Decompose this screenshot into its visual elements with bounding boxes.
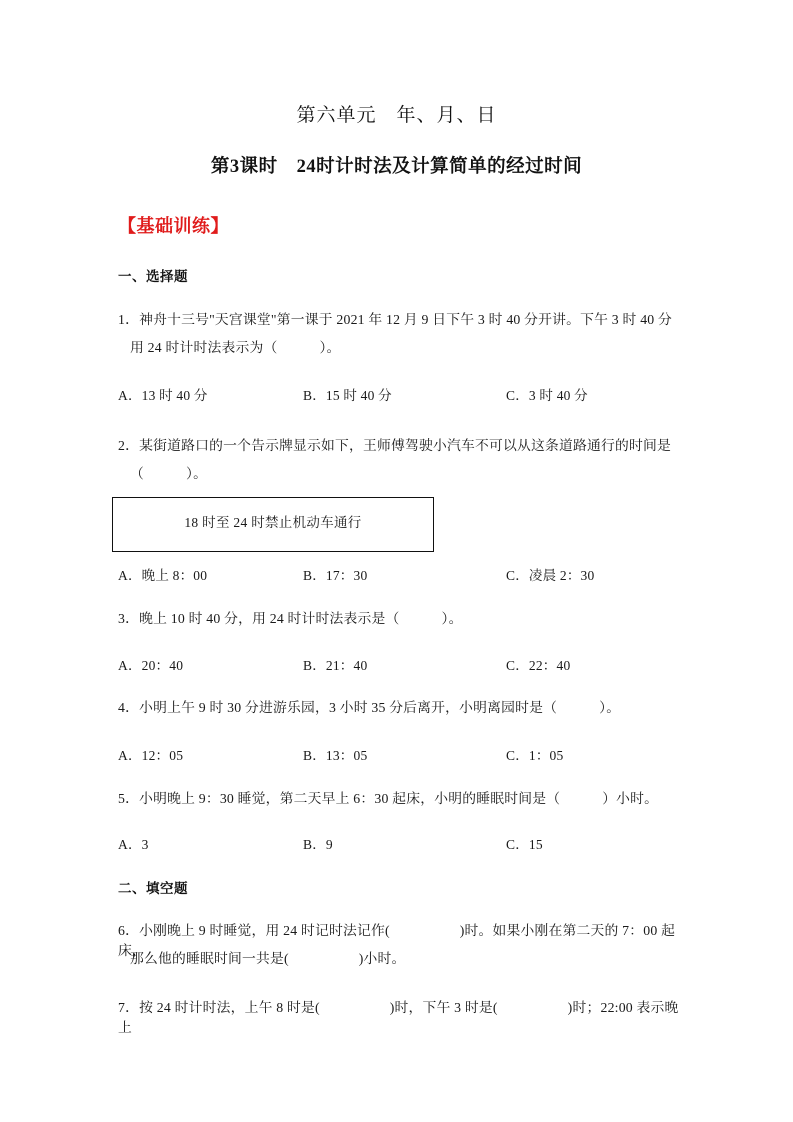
question-5-option-b[interactable]: B．9: [303, 837, 333, 852]
question-2-line-1: 2．某街道路口的一个告示牌显示如下，王师傅驾驶小汽车不可以从这条道路通行的时间是: [118, 438, 671, 453]
question-7-line-1: 7．按 24 时计时法，上午 8 时是( )时，下午 3 时是( )时；22:00 表示晚上: [118, 1000, 679, 1035]
question-5-option-c[interactable]: C．15: [506, 837, 543, 852]
question-4-option-a[interactable]: A．12：05: [118, 748, 184, 763]
question-2-option-c[interactable]: C．凌晨 2：30: [506, 568, 595, 583]
unit-title: 第六单元 年、月、日: [296, 105, 497, 126]
question-3-option-b[interactable]: B．21：40: [303, 658, 368, 673]
lesson-title: 第3课时 24时计时法及计算简单的经过时间: [210, 157, 583, 177]
question-1-option-c[interactable]: C．3 时 40 分: [506, 388, 588, 403]
question-5-options: [118, 833, 698, 853]
question-4-options: [118, 744, 698, 764]
question-4-option-b[interactable]: B．13：05: [303, 748, 368, 763]
question-3-line-1: 3．晚上 10 时 40 分，用 24 时计时法表示是（ ）。: [118, 611, 463, 626]
road-sign-text: 18 时至 24 时禁止机动车通行: [184, 515, 362, 530]
question-2-option-b[interactable]: B．17：30: [303, 568, 368, 583]
question-6-line-1: 6．小刚晚上 9 时睡觉，用 24 时记时法记作( )时。如果小刚在第二天的 7：00 起床，: [118, 923, 676, 958]
question-1-option-a[interactable]: A．13 时 40 分: [118, 388, 208, 403]
question-6-line-2: 那么他的睡眠时间一共是( )小时。: [130, 951, 406, 966]
question-2-line-2: （ ）。: [130, 466, 208, 481]
question-5-line-1: 5．小明晚上 9：30 睡觉，第二天早上 6：30 起床，小明的睡眠时间是（ ）小时。: [118, 791, 659, 806]
question-3-option-a[interactable]: A．20：40: [118, 658, 184, 673]
part-heading-fill-in-blank: 二、填空题: [118, 881, 188, 896]
question-1-line-2: 用 24 时计时法表示为（ ）。: [130, 340, 341, 355]
question-3-option-c[interactable]: C．22：40: [506, 658, 571, 673]
part-heading-multiple-choice: 一、选择题: [118, 269, 188, 284]
question-1-line-1: 1．神舟十三号"天宫课堂"第一课于 2021 年 12 月 9 日下午 3 时 40 分开讲。下午 3 时 40 分: [118, 312, 673, 327]
question-4-option-c[interactable]: C．1：05: [506, 748, 564, 763]
question-2-option-a[interactable]: A．晚上 8：00: [118, 568, 208, 583]
road-sign-box: [112, 497, 434, 552]
question-5-option-a[interactable]: A．3: [118, 837, 149, 852]
question-2-options: [118, 564, 698, 584]
section-banner-basic-training: 【基础训练】: [118, 216, 229, 236]
question-1-option-b[interactable]: B．15 时 40 分: [303, 388, 392, 403]
question-3-options: [118, 654, 698, 674]
question-4-line-1: 4．小明上午 9 时 30 分进游乐园，3 小时 35 分后离开，小明离园时是（ ）。: [118, 700, 621, 715]
question-1-options: [118, 384, 698, 404]
